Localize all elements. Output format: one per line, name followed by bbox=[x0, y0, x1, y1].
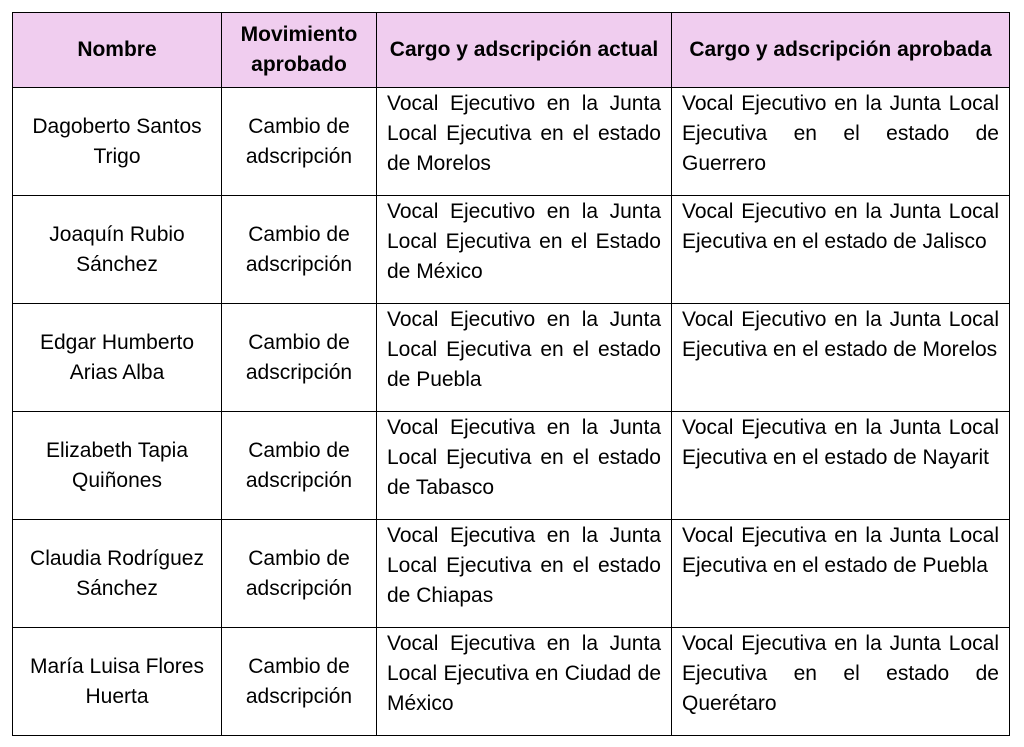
table-body bbox=[13, 88, 1010, 736]
cell-cargo-aprobado: Vocal Ejecutivo en la Junta Local Ejecutiva en el estado de Guerrero bbox=[672, 88, 1010, 196]
cell-cargo-aprobado: Vocal Ejecutiva en la Junta Local Ejecutiva en el estado de Nayarit bbox=[672, 412, 1010, 520]
table-row bbox=[13, 628, 1010, 736]
table-row bbox=[13, 88, 1010, 196]
table-row bbox=[13, 412, 1010, 520]
cell-movimiento: Cambio de adscripción bbox=[222, 412, 377, 520]
cell-nombre: Edgar Humberto Arias Alba bbox=[13, 304, 222, 412]
cell-cargo-aprobado: Vocal Ejecutivo en la Junta Local Ejecutiva en el estado de Morelos bbox=[672, 304, 1010, 412]
header-row bbox=[13, 13, 1010, 88]
cell-cargo-actual: Vocal Ejecutivo en la Junta Local Ejecutiva en el estado de Morelos bbox=[377, 88, 672, 196]
cell-nombre: Joaquín Rubio Sánchez bbox=[13, 196, 222, 304]
cell-nombre: Elizabeth Tapia Quiñones bbox=[13, 412, 222, 520]
cell-cargo-actual: Vocal Ejecutivo en la Junta Local Ejecutiva en el Estado de México bbox=[377, 196, 672, 304]
cell-movimiento: Cambio de adscripción bbox=[222, 304, 377, 412]
cell-cargo-aprobado: Vocal Ejecutivo en la Junta Local Ejecutiva en el estado de Jalisco bbox=[672, 196, 1010, 304]
cell-cargo-aprobado: Vocal Ejecutiva en la Junta Local Ejecutiva en el estado de Querétaro bbox=[672, 628, 1010, 736]
header-cargo-actual: Cargo y adscripción actual bbox=[377, 13, 672, 88]
header-nombre: Nombre bbox=[13, 13, 222, 88]
cell-nombre: Claudia Rodríguez Sánchez bbox=[13, 520, 222, 628]
table-row bbox=[13, 520, 1010, 628]
cell-cargo-actual: Vocal Ejecutivo en la Junta Local Ejecutiva en el estado de Puebla bbox=[377, 304, 672, 412]
cell-cargo-actual: Vocal Ejecutiva en la Junta Local Ejecutiva en Ciudad de México bbox=[377, 628, 672, 736]
table-row bbox=[13, 304, 1010, 412]
cell-nombre: Dagoberto Santos Trigo bbox=[13, 88, 222, 196]
assignment-table bbox=[12, 12, 1010, 736]
cell-movimiento: Cambio de adscripción bbox=[222, 628, 377, 736]
cell-movimiento: Cambio de adscripción bbox=[222, 520, 377, 628]
cell-movimiento: Cambio de adscripción bbox=[222, 196, 377, 304]
cell-cargo-actual: Vocal Ejecutiva en la Junta Local Ejecutiva en el estado de Tabasco bbox=[377, 412, 672, 520]
header-movimiento: Movimiento aprobado bbox=[222, 13, 377, 88]
cell-nombre: María Luisa Flores Huerta bbox=[13, 628, 222, 736]
cell-cargo-actual: Vocal Ejecutiva en la Junta Local Ejecutiva en el estado de Chiapas bbox=[377, 520, 672, 628]
cell-cargo-aprobado: Vocal Ejecutiva en la Junta Local Ejecutiva en el estado de Puebla bbox=[672, 520, 1010, 628]
table-row bbox=[13, 196, 1010, 304]
header-cargo-aprobado: Cargo y adscripción aprobada bbox=[672, 13, 1010, 88]
cell-movimiento: Cambio de adscripción bbox=[222, 88, 377, 196]
table-header bbox=[13, 13, 1010, 88]
